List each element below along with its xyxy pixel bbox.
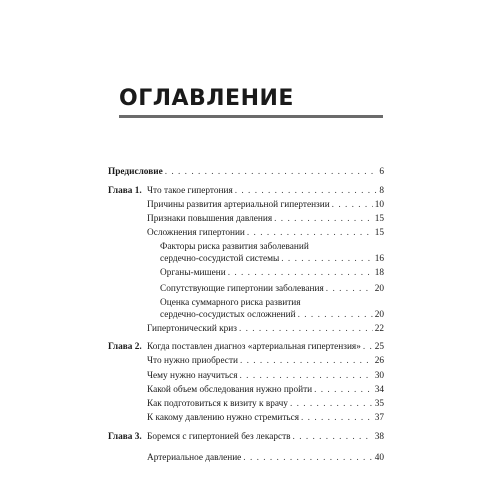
toc-entry-title: Чему нужно научиться: [147, 371, 238, 381]
toc-entry-title: Как подготовиться к визиту к врачу: [147, 399, 288, 409]
leader-dots: [274, 214, 373, 225]
toc-entry-title: Органы-мишени: [160, 268, 226, 278]
leader-dots: [243, 453, 372, 464]
toc-entry-title: Признаки повышения давления: [147, 214, 273, 224]
toc-entry[interactable]: [147, 324, 384, 335]
leader-dots: [247, 228, 373, 239]
leader-dots: [165, 167, 378, 178]
toc-entry[interactable]: [147, 200, 384, 211]
leader-dots: [301, 413, 373, 424]
chapter-label: Глава 2.: [108, 342, 142, 352]
toc-entry-title: К какому давлению нужно стремиться: [147, 413, 300, 423]
toc-entry[interactable]: [160, 254, 384, 265]
toc-page-number: 6: [379, 167, 384, 177]
leader-dots: [332, 200, 373, 211]
chapter-label: Глава 3.: [108, 432, 142, 442]
toc-entry-title: Причины развития артериальной гипертензии: [147, 200, 330, 210]
toc-entry[interactable]: [147, 342, 384, 353]
toc-page-number: 8: [379, 186, 384, 196]
toc-entry[interactable]: [160, 310, 384, 321]
toc-entry[interactable]: [147, 228, 384, 239]
leader-dots: [290, 399, 373, 410]
toc-entry-title-cont: сердечно-сосудистой системы: [160, 254, 280, 264]
toc-page-number: 40: [374, 453, 384, 463]
toc-entry[interactable]: [147, 399, 384, 410]
toc-entry-title: Артериальное давление: [147, 453, 242, 463]
toc-page-number: 18: [374, 268, 384, 278]
toc-entry[interactable]: [147, 432, 384, 443]
toc-entry[interactable]: [108, 167, 384, 178]
toc-page-number: 15: [374, 214, 384, 224]
toc-entry[interactable]: [147, 186, 384, 197]
toc-page-number: 15: [374, 228, 384, 238]
toc-entry-title-cont: сердечно-сосудистых осложнений: [160, 310, 296, 320]
toc-page-number: 38: [374, 432, 384, 442]
leader-dots: [298, 310, 373, 321]
toc-entry-title: Оценка суммарного риска развития: [160, 298, 301, 308]
toc-page-number: 30: [374, 371, 384, 381]
toc-page-number: 35: [374, 399, 384, 409]
leader-dots: [228, 268, 373, 279]
toc-entry-title: Гипертонический криз: [147, 324, 237, 334]
toc-page-number: 20: [374, 310, 384, 320]
toc-page-number: 10: [374, 200, 384, 210]
leader-dots: [239, 324, 373, 335]
leader-dots: [240, 371, 373, 382]
leader-dots: [363, 342, 373, 353]
toc-page-number: 37: [374, 413, 384, 423]
toc-entry-title: Что такое гипертония: [147, 186, 233, 196]
leader-dots: [293, 432, 373, 443]
toc-entry-title: Когда поставлен диагноз «артериальная гипертензия»: [147, 342, 361, 352]
leader-dots: [326, 284, 373, 295]
toc-entry[interactable]: [147, 356, 384, 367]
leader-dots: [281, 254, 372, 265]
toc-page-number: 25: [374, 342, 384, 352]
toc-entry[interactable]: [147, 413, 384, 424]
toc-entry-title: Сопутствующие гипертонии заболевания: [160, 284, 324, 294]
leader-dots: [235, 186, 378, 197]
toc-entry[interactable]: [147, 214, 384, 225]
toc-entry-title: Предисловие: [108, 167, 163, 177]
toc-entry[interactable]: [160, 284, 384, 295]
toc-entry-title: Факторы риска развития заболеваний: [160, 242, 309, 252]
toc-entry-title: Боремся с гипертонией без лекарств: [147, 432, 291, 442]
toc-entry-title: Осложнения гипертонии: [147, 228, 245, 238]
chapter-label: Глава 1.: [108, 186, 142, 196]
toc-page-number: 16: [374, 254, 384, 264]
leader-dots: [314, 385, 373, 396]
toc-entry[interactable]: [160, 268, 384, 279]
toc-entry[interactable]: [147, 385, 384, 396]
toc-page-number: 34: [374, 385, 384, 395]
toc-page-number: 22: [374, 324, 384, 334]
toc-entry[interactable]: [147, 453, 384, 464]
toc-entry[interactable]: [147, 371, 384, 382]
toc-entry-title: Что нужно приобрести: [147, 356, 238, 366]
leader-dots: [240, 356, 373, 367]
toc-page-number: 20: [374, 284, 384, 294]
page-title: ОГЛАВЛЕНИЕ: [119, 86, 294, 111]
toc-entry-title: Какой объем обследования нужно пройти: [147, 385, 313, 395]
toc-page-number: 26: [374, 356, 384, 366]
